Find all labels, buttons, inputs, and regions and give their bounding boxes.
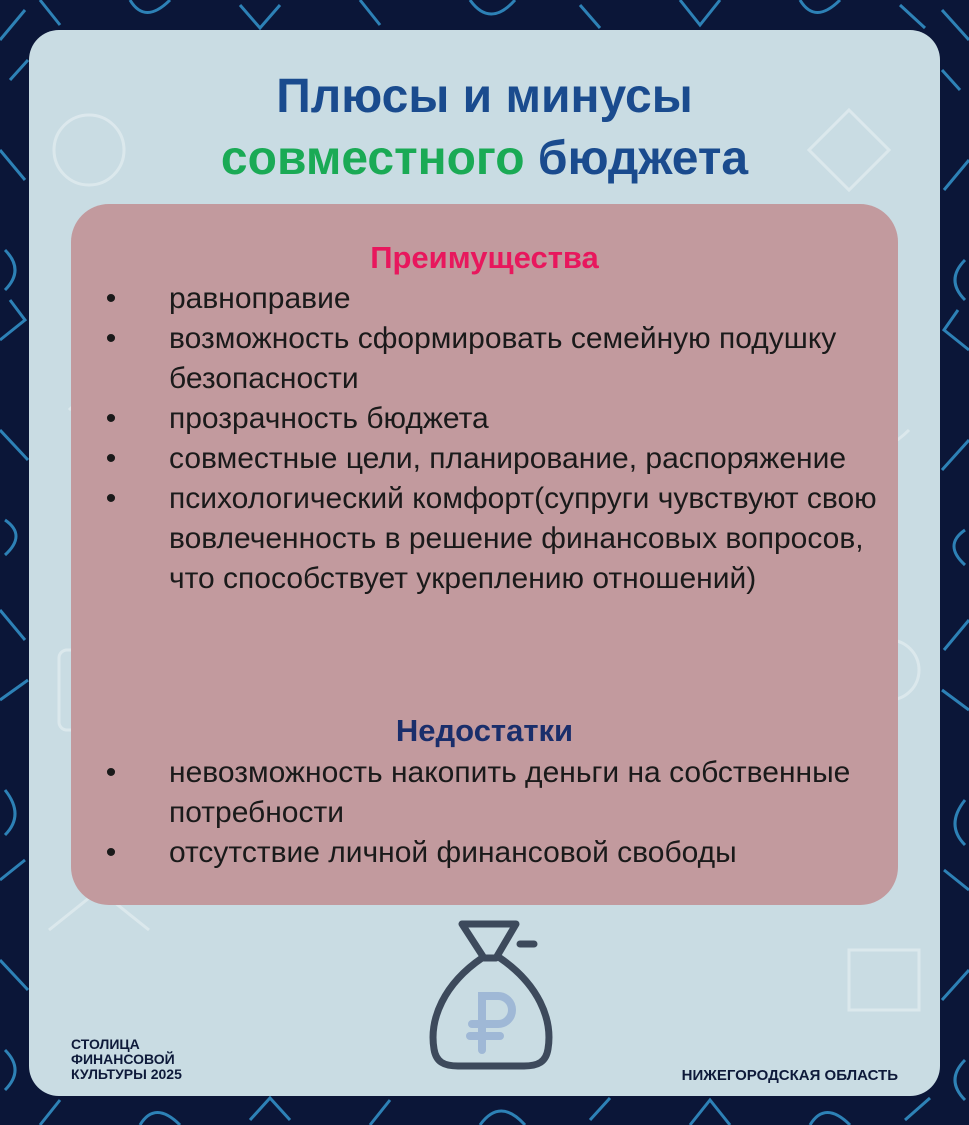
list-item	[91, 319, 881, 399]
advantages-list	[91, 279, 881, 599]
list-item-text: равноправие	[169, 282, 351, 315]
title-word-joint: совместного	[220, 132, 525, 185]
list-item-text: возможность сформировать семейную подушку безопасности	[169, 322, 837, 395]
disadvantages-heading: Недостатки	[395, 713, 574, 748]
bullet-icon: •	[105, 402, 117, 435]
title-word-budget: бюджета	[537, 132, 749, 185]
bullet-icon: •	[105, 836, 117, 869]
bullet-icon: •	[105, 442, 117, 475]
list-item	[91, 439, 881, 479]
list-item-text: невозможность накопить деньги на собственные потребности	[169, 756, 851, 829]
ruble-money-bag-icon	[424, 914, 559, 1074]
list-item-text: психологический комфорт(супруги чувствуют свою вовлеченность в решение финансовых вопросов, что способствует укреплению отношений)	[169, 482, 877, 595]
region-label: НИЖЕГОРОДСКАЯ ОБЛАСТЬ	[681, 1067, 898, 1084]
list-item	[91, 399, 881, 439]
disadvantages-list	[91, 753, 881, 873]
bullet-icon: •	[105, 482, 117, 515]
bullet-icon: •	[105, 756, 117, 789]
content-card	[29, 30, 940, 1096]
capital-financial-culture-logo: СТОЛИЦА ФИНАНСОВОЙ КУЛЬТУРЫ 2025	[71, 1036, 182, 1082]
advantages-heading: Преимущества	[370, 240, 599, 275]
list-item-text: совместные цели, планирование, распоряжение	[169, 442, 847, 475]
title-line-2	[29, 128, 940, 190]
list-item	[91, 279, 881, 319]
list-item-text: отсутствие личной финансовой свободы	[169, 836, 737, 869]
list-item	[91, 833, 881, 873]
bullet-icon: •	[105, 282, 117, 315]
list-item	[91, 753, 881, 833]
title-line-1: Плюсы и минусы	[276, 70, 693, 123]
bullet-icon: •	[105, 322, 117, 355]
page-title	[29, 66, 940, 190]
list-item	[91, 479, 881, 599]
list-item-text: прозрачность бюджета	[169, 402, 489, 435]
pros-cons-panel	[71, 204, 898, 905]
